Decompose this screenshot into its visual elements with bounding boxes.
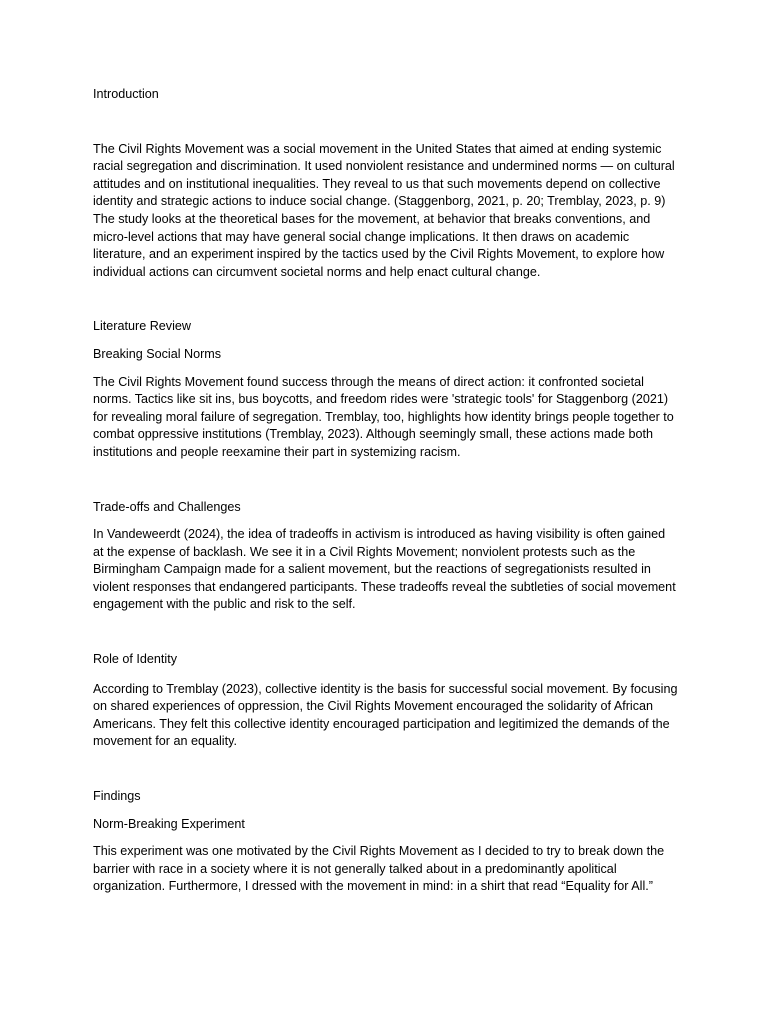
spacer [93, 104, 678, 141]
experiment-heading: Norm-Breaking Experiment [93, 816, 245, 831]
introduction-paragraph: The Civil Rights Movement was a social movement in the United States that aimed at ending systemic racial segregation and discrimination. It used nonviolent resistance and undermined norms — on cultural attitudes and on institutional inequalities. They reveal to us that such movements depend on collective identity and strategic actions to induce social change. (Staggenborg, 2021, p. 20; Tremblay, 2023, p. 9) The study looks at the theoretical bases for the movement, at behavior that breaks conventions, and micro-level actions that may have general social change implications. It then draws on academic literature, and an experiment inspired by the tactics used by the Civil Rights Movement, to explore how individual actions can circumvent societal norms and help enact cultural change. [93, 141, 675, 279]
introduction-heading: Introduction [93, 87, 159, 101]
spacer [93, 364, 678, 374]
breaking-norms-paragraph: The Civil Rights Movement found success through the means of direct action: it confronted societal norms. Tactics like sit ins, bus boycotts, and freedom rides were 'strategic tools' for Staggenborg (2021) for revealing moral failure of segregation. Tremblay, too, highlights how identity brings people together to combat oppressive institutions (Tremblay, 2023). Although seemingly small, these actions made both institutions and people reexamine their part in systemizing racism. [93, 374, 674, 459]
spacer [93, 462, 678, 499]
spacer [93, 614, 678, 651]
document-page [93, 86, 678, 896]
identity-paragraph: According to Tremblay (2023), collective identity is the basis for successful social movement. By focusing on shared experiences of oppression, the Civil Rights Movement encouraged the solidarity of African Americans. They felt this collective identity encouraged participation and legitimized the demands of the movement for an equality. [93, 681, 678, 749]
tradeoffs-paragraph: In Vandeweerdt (2024), the idea of tradeoffs in activism is introduced as having visibility is often gained at the expense of backlash. We see it in a Civil Rights Movement; nonviolent protests such as the Birmingham Campaign made for a salient movement, but the reactions of segregationists resulted in violent responses that endangered participants. These tradeoffs reveal the subtleties of social movement engagement with the public and risk to the self. [93, 527, 676, 612]
spacer [93, 281, 678, 318]
breaking-norms-heading: Breaking Social Norms [93, 346, 222, 361]
spacer [93, 669, 678, 681]
literature-review-heading: Literature Review [93, 319, 191, 334]
spacer [93, 751, 678, 788]
spacer [93, 833, 678, 843]
spacer [93, 806, 678, 816]
tradeoffs-heading: Trade-offs and Challenges [93, 499, 241, 514]
spacer [93, 516, 678, 526]
experiment-paragraph: This experiment was one motivated by the Civil Rights Movement as I decided to try to break down the barrier with race in a society where it is not generally talked about in a predominantly apolitical organization. Furthermore, I dressed with the movement in mind: in a shirt that read “Equality for All.” [93, 844, 665, 894]
spacer [93, 336, 678, 346]
identity-heading: Role of Identity [93, 652, 178, 667]
findings-heading: Findings [93, 789, 141, 804]
